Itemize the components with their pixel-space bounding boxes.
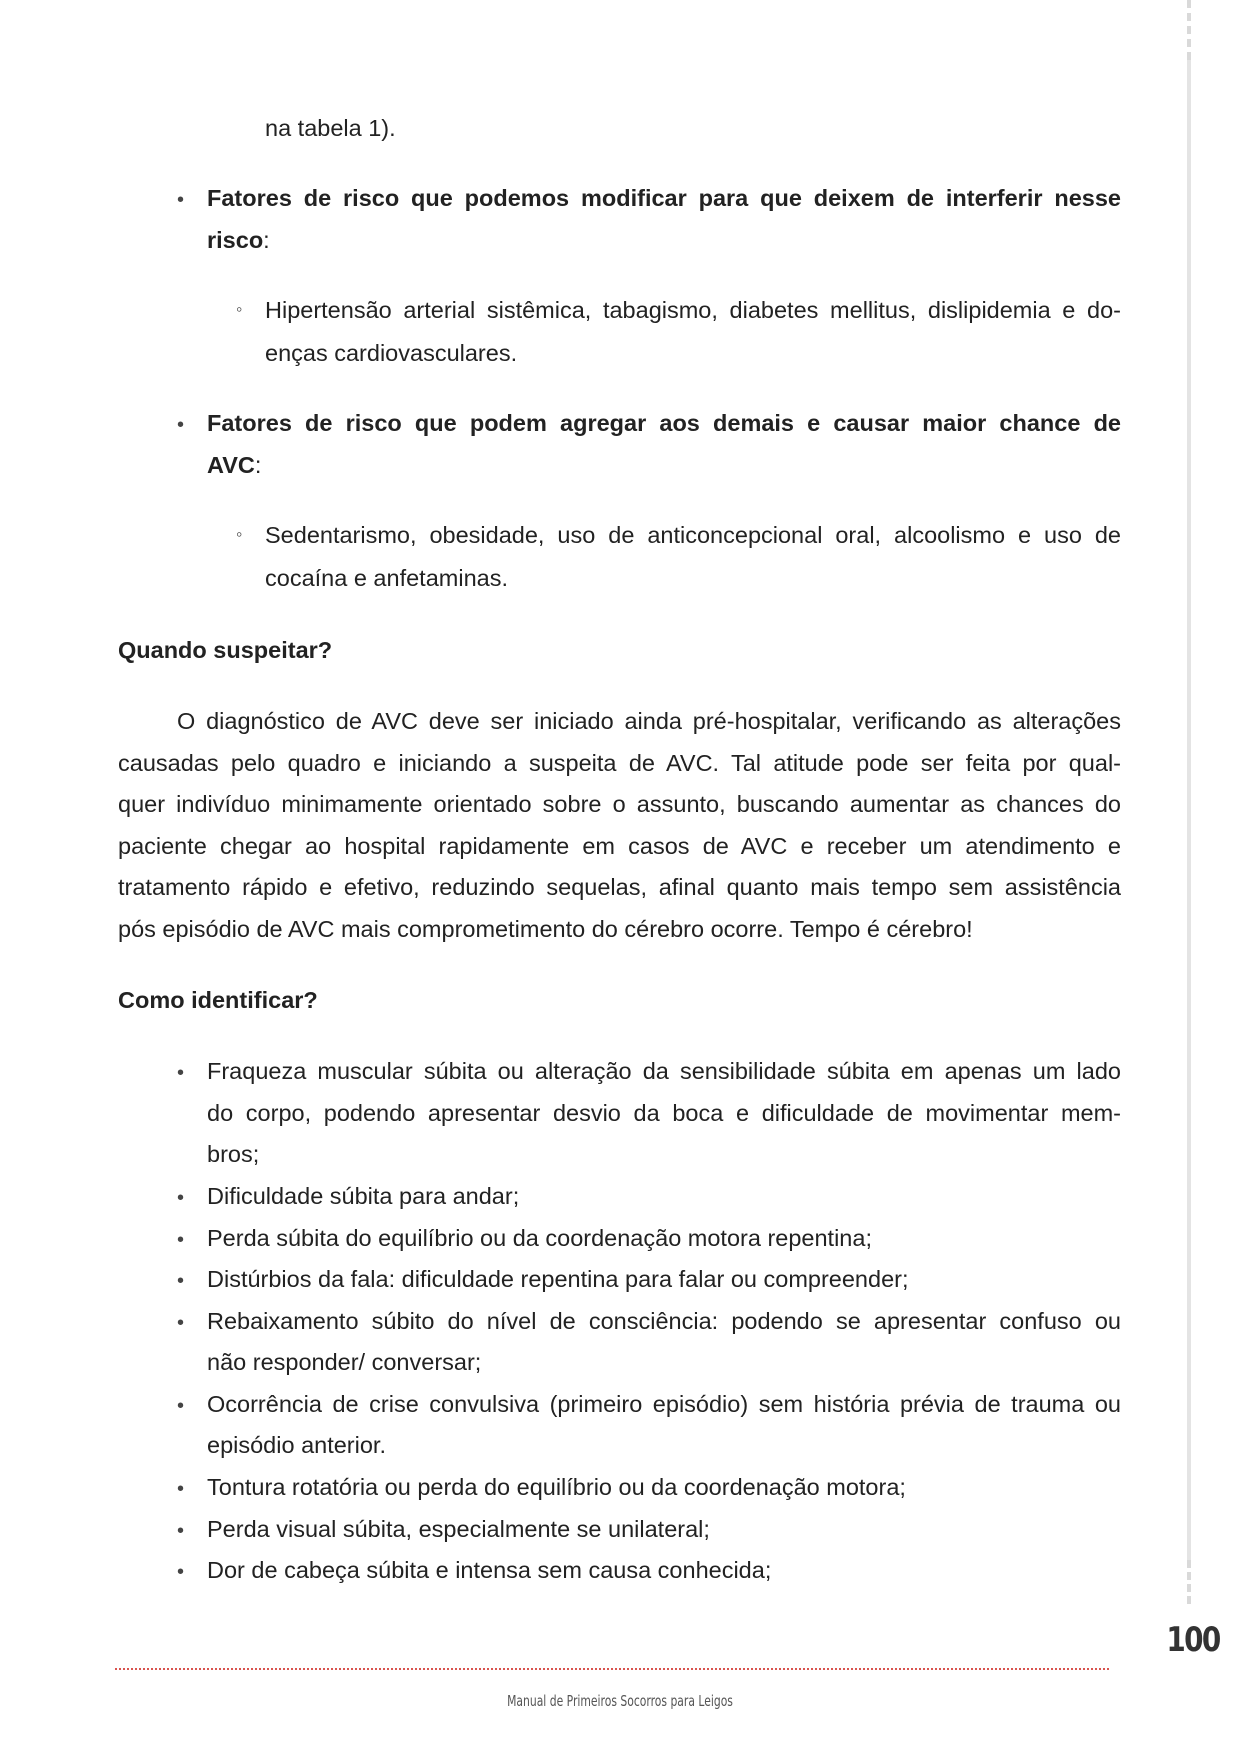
suspect-paragraph-line: pós episódio de AVC mais comprometimento do cérebro ocorre. Tempo é cérebro! bbox=[118, 916, 973, 942]
aggravating-factors-title-line1: Fatores de risco que podem agregar aos demais e causar maior chance de bbox=[207, 410, 1121, 436]
bullet-icon: • bbox=[177, 1561, 185, 1583]
identify-item-line: Perda súbita do equilíbrio ou da coordenação motora repentina; bbox=[207, 1225, 872, 1251]
identify-item-line: Rebaixamento súbito do nível de consciência: podendo se apresentar confuso ou bbox=[207, 1308, 1121, 1334]
aggravating-factors-list-line2: cocaína e anfetaminas. bbox=[265, 565, 508, 591]
modifiable-factors-title-bold: risco bbox=[207, 227, 264, 253]
suspect-paragraph-line: paciente chegar ao hospital rapidamente em casos de AVC e receber um atendimento e bbox=[118, 833, 1121, 859]
circle-bullet-icon: ◦ bbox=[236, 524, 243, 544]
suspect-paragraph-line: causadas pelo quadro e iniciando a suspeita de AVC. Tal atitude pode ser feita por qual- bbox=[118, 750, 1121, 776]
bullet-icon: • bbox=[177, 1229, 185, 1251]
identify-item-line: episódio anterior. bbox=[207, 1432, 386, 1458]
modifiable-factors-title-line2 bbox=[207, 225, 270, 255]
identify-item-line: do corpo, podendo apresentar desvio da boca e dificuldade de movimentar mem- bbox=[207, 1100, 1121, 1126]
bullet-icon: • bbox=[177, 1395, 185, 1417]
margin-rule bbox=[1187, 60, 1191, 1560]
modifiable-factors-list-line1: Hipertensão arterial sistêmica, tabagismo, diabetes mellitus, dislipidemia e do- bbox=[265, 297, 1121, 323]
footer-title: Manual de Primeiros Socorros para Leigos bbox=[507, 1692, 733, 1710]
identify-item-line: Fraqueza muscular súbita ou alteração da sensibilidade súbita em apenas um lado bbox=[207, 1058, 1121, 1084]
bullet-icon: • bbox=[177, 1062, 185, 1084]
when-to-suspect-heading: Quando suspeitar? bbox=[118, 637, 333, 663]
aggravating-factors-colon: : bbox=[254, 452, 262, 478]
identify-item-line: Perda visual súbita, especialmente se unilateral; bbox=[207, 1516, 710, 1542]
identify-item-line: bros; bbox=[207, 1141, 260, 1167]
identify-item-line: Distúrbios da fala: dificuldade repentina para falar ou compreender; bbox=[207, 1266, 909, 1292]
identify-item-line: Ocorrência de crise convulsiva (primeiro episódio) sem história prévia de trauma ou bbox=[207, 1391, 1121, 1417]
bullet-icon: • bbox=[177, 1520, 185, 1542]
bullet-icon: • bbox=[177, 189, 185, 211]
bullet-icon: • bbox=[177, 414, 185, 436]
modifiable-factors-title-line1: Fatores de risco que podemos modificar para que deixem de interferir nesse bbox=[207, 185, 1121, 211]
bullet-icon: • bbox=[177, 1187, 185, 1209]
margin-rule-dashed-top bbox=[1187, 0, 1191, 60]
bullet-icon: • bbox=[177, 1270, 185, 1292]
suspect-paragraph-line: tratamento rápido e efetivo, reduzindo sequelas, afinal quanto mais tempo sem assistência bbox=[118, 874, 1121, 900]
footer-divider bbox=[115, 1668, 1109, 1670]
identify-item-line: Dor de cabeça súbita e intensa sem causa conhecida; bbox=[207, 1557, 772, 1583]
suspect-paragraph-line: O diagnóstico de AVC deve ser iniciado ainda pré-hospitalar, verificando as alterações bbox=[177, 708, 1121, 734]
suspect-paragraph-line: quer indivíduo minimamente orientado sobre o assunto, buscando aumentar as chances do bbox=[118, 791, 1121, 817]
aggravating-factors-title-line2 bbox=[207, 450, 261, 480]
risk-intro-tail: na tabela 1). bbox=[265, 115, 396, 141]
margin-rule-dashed-bottom bbox=[1187, 1560, 1191, 1604]
identify-item-line: Dificuldade súbita para andar; bbox=[207, 1183, 520, 1209]
page-number: 100 bbox=[1166, 1620, 1220, 1660]
modifiable-factors-list-line2: enças cardiovasculares. bbox=[265, 340, 518, 366]
how-to-identify-heading: Como identificar? bbox=[118, 987, 318, 1013]
modifiable-factors-colon: : bbox=[263, 227, 270, 253]
bullet-icon: • bbox=[177, 1478, 185, 1500]
identify-item-line: Tontura rotatória ou perda do equilíbrio ou da coordenação motora; bbox=[207, 1474, 906, 1500]
aggravating-factors-title-bold: AVC bbox=[207, 452, 255, 478]
bullet-icon: • bbox=[177, 1312, 185, 1334]
circle-bullet-icon: ◦ bbox=[236, 299, 243, 319]
aggravating-factors-list-line1: Sedentarismo, obesidade, uso de anticoncepcional oral, alcoolismo e uso de bbox=[265, 522, 1121, 548]
identify-item-line: não responder/ conversar; bbox=[207, 1349, 482, 1375]
